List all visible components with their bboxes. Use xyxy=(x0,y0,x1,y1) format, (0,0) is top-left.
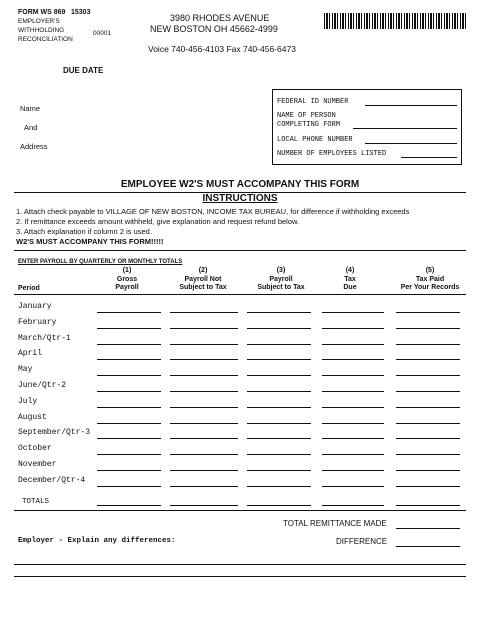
amount-field-col-3[interactable] xyxy=(247,359,311,360)
due-date-label: DUE DATE xyxy=(63,66,104,75)
divider xyxy=(14,250,466,251)
instructions-footer: W2'S MUST ACCOMPANY THIS FORM!!!!! xyxy=(16,237,164,246)
amount-field-col-4[interactable] xyxy=(322,454,384,455)
table-row xyxy=(0,444,480,459)
amount-field-col-5[interactable] xyxy=(396,486,460,487)
federal-id-field[interactable] xyxy=(365,105,457,106)
amount-field-col-2[interactable] xyxy=(170,470,238,471)
amount-field-col-1[interactable] xyxy=(97,391,161,392)
table-row xyxy=(0,428,480,443)
column-header-period: Period xyxy=(18,285,40,292)
barcode-image xyxy=(324,13,466,29)
explain-line[interactable] xyxy=(14,564,466,565)
totals-divider xyxy=(14,510,466,511)
column-header-not-subject: (2) Payroll Not Subject to Tax xyxy=(179,267,227,291)
total-field-col-4[interactable] xyxy=(322,505,384,506)
person-label-2: COMPLETING FORM xyxy=(277,121,341,129)
amount-field-col-5[interactable] xyxy=(396,407,460,408)
difference-field[interactable] xyxy=(396,546,460,547)
amount-field-col-1[interactable] xyxy=(97,454,161,455)
form-code: 15303 xyxy=(71,9,91,16)
amount-field-col-4[interactable] xyxy=(322,423,384,424)
total-field-col-1[interactable] xyxy=(97,505,161,506)
amount-field-col-3[interactable] xyxy=(247,438,311,439)
period-label: November xyxy=(18,460,57,469)
amount-field-col-5[interactable] xyxy=(396,423,460,424)
amount-field-col-3[interactable] xyxy=(247,312,311,313)
total-field-col-5[interactable] xyxy=(396,505,460,506)
info-box xyxy=(272,89,462,165)
period-label: January xyxy=(18,302,52,311)
instructions-heading: INSTRUCTIONS xyxy=(202,193,278,204)
amount-field-col-1[interactable] xyxy=(97,423,161,424)
amount-field-col-5[interactable] xyxy=(396,470,460,471)
amount-field-col-1[interactable] xyxy=(97,344,161,345)
table-header-divider xyxy=(14,294,466,295)
table-row xyxy=(0,318,480,333)
form-name-line3: RECONCILIATION xyxy=(18,36,73,43)
instruction-2: 2. If remittance exceeds amount withheld, give explanation and request refund below. xyxy=(16,217,300,226)
amount-field-col-3[interactable] xyxy=(247,486,311,487)
table-caption: ENTER PAYROLL BY QUARTERLY OR MONTHLY TOTALS xyxy=(18,259,183,265)
table-row xyxy=(0,334,480,349)
amount-field-col-1[interactable] xyxy=(97,470,161,471)
period-label: February xyxy=(18,317,57,327)
amount-field-col-5[interactable] xyxy=(396,328,460,329)
federal-id-label: FEDERAL ID NUMBER xyxy=(277,98,349,106)
amount-field-col-3[interactable] xyxy=(247,375,311,376)
amount-field-col-4[interactable] xyxy=(322,344,384,345)
table-row xyxy=(0,397,480,412)
amount-field-col-1[interactable] xyxy=(97,407,161,408)
amount-field-col-1[interactable] xyxy=(97,375,161,376)
period-label: December/Qtr-4 xyxy=(18,475,86,485)
amount-field-col-3[interactable] xyxy=(247,407,311,408)
amount-field-col-4[interactable] xyxy=(322,328,384,329)
period-label: October xyxy=(18,444,52,454)
amount-field-col-4[interactable] xyxy=(322,375,384,376)
amount-field-col-3[interactable] xyxy=(247,328,311,329)
amount-field-col-2[interactable] xyxy=(170,407,238,408)
amount-field-col-5[interactable] xyxy=(396,344,460,345)
column-header-subject: (3) Payroll Subject to Tax xyxy=(257,267,305,291)
address-line2: NEW BOSTON OH 45662-4999 xyxy=(150,24,278,34)
amount-field-col-5[interactable] xyxy=(396,391,460,392)
person-label-1: NAME OF PERSON xyxy=(277,112,336,120)
amount-field-col-5[interactable] xyxy=(396,359,460,360)
table-row xyxy=(0,460,480,475)
phone-field[interactable] xyxy=(365,143,457,144)
amount-field-col-1[interactable] xyxy=(97,438,161,439)
contact-line: Voice 740-456-4103 Fax 740-456-6473 xyxy=(148,44,296,54)
period-label: May xyxy=(18,365,33,375)
column-header-tax-due: (4) Tax Due xyxy=(343,267,357,291)
amount-field-col-3[interactable] xyxy=(247,391,311,392)
amount-field-col-2[interactable] xyxy=(170,344,238,345)
amount-field-col-4[interactable] xyxy=(322,486,384,487)
amount-field-col-2[interactable] xyxy=(170,486,238,487)
amount-field-col-2[interactable] xyxy=(170,391,238,392)
explain-label: Employer - Explain any differences: xyxy=(18,537,176,545)
person-field[interactable] xyxy=(353,128,457,129)
amount-field-col-4[interactable] xyxy=(322,391,384,392)
table-row xyxy=(0,381,480,396)
form-id: FORM WS 869 xyxy=(18,9,66,16)
amount-field-col-2[interactable] xyxy=(170,375,238,376)
totals-label: TOTALS xyxy=(22,498,50,506)
address-label: Address xyxy=(20,142,48,151)
total-remittance-label: TOTAL REMITTANCE MADE xyxy=(283,519,387,528)
amount-field-col-4[interactable] xyxy=(322,359,384,360)
instruction-1: 1. Attach check payable to VILLAGE OF NEW BOSTON, INCOME TAX BUREAU, for difference if withholding exceeds xyxy=(16,207,410,216)
amount-field-col-4[interactable] xyxy=(322,470,384,471)
table-row xyxy=(0,365,480,380)
explain-line[interactable] xyxy=(14,576,466,577)
amount-field-col-2[interactable] xyxy=(170,438,238,439)
period-label: March/Qtr-1 xyxy=(18,333,71,343)
amount-field-col-5[interactable] xyxy=(396,312,460,313)
total-remittance-field[interactable] xyxy=(396,528,460,529)
instruction-3: 3. Attach explanation if column 2 is used. xyxy=(16,227,152,236)
amount-field-col-3[interactable] xyxy=(247,454,311,455)
period-label: September/Qtr-3 xyxy=(18,428,91,438)
amount-field-col-4[interactable] xyxy=(322,438,384,439)
amount-field-col-1[interactable] xyxy=(97,328,161,329)
period-label: July xyxy=(18,396,38,406)
name-label: Name xyxy=(20,104,41,113)
total-field-col-2[interactable] xyxy=(170,505,238,506)
amount-field-col-5[interactable] xyxy=(396,454,460,455)
amount-field-col-1[interactable] xyxy=(97,359,161,360)
period-label: April xyxy=(18,349,43,359)
amount-field-col-2[interactable] xyxy=(170,423,238,424)
w2-title: EMPLOYEE W2'S MUST ACCOMPANY THIS FORM xyxy=(120,179,360,190)
amount-field-col-1[interactable] xyxy=(97,486,161,487)
table-row xyxy=(0,476,480,491)
phone-label: LOCAL PHONE NUMBER xyxy=(277,136,353,144)
table-row xyxy=(0,302,480,317)
amount-field-col-5[interactable] xyxy=(396,438,460,439)
amount-field-col-3[interactable] xyxy=(247,423,311,424)
account-code: 00001 xyxy=(93,30,112,37)
amount-field-col-2[interactable] xyxy=(170,328,238,329)
form-name-line1: EMPLOYER'S xyxy=(18,18,60,25)
amount-field-col-1[interactable] xyxy=(97,312,161,313)
employees-label: NUMBER OF EMPLOYEES LISTED xyxy=(277,150,387,158)
period-label: August xyxy=(18,412,47,422)
and-label: And xyxy=(24,123,38,132)
amount-field-col-4[interactable] xyxy=(322,407,384,408)
column-header-tax-paid: (5) Tax Paid Per Your Records xyxy=(400,267,460,291)
column-header-gross: (1) Gross Payroll xyxy=(115,267,139,291)
amount-field-col-3[interactable] xyxy=(247,470,311,471)
amount-field-col-2[interactable] xyxy=(170,312,238,313)
amount-field-col-5[interactable] xyxy=(396,375,460,376)
address-line1: 3980 RHODES AVENUE xyxy=(170,13,270,23)
table-row xyxy=(0,413,480,428)
amount-field-col-3[interactable] xyxy=(247,344,311,345)
difference-label: DIFFERENCE xyxy=(336,537,388,546)
amount-field-col-2[interactable] xyxy=(170,454,238,455)
amount-field-col-4[interactable] xyxy=(322,312,384,313)
employees-field[interactable] xyxy=(401,157,457,158)
period-label: June/Qtr-2 xyxy=(18,381,67,390)
amount-field-col-2[interactable] xyxy=(170,359,238,360)
total-field-col-3[interactable] xyxy=(247,505,311,506)
form-name-line2: WITHHOLDING xyxy=(18,27,65,34)
table-row xyxy=(0,349,480,364)
